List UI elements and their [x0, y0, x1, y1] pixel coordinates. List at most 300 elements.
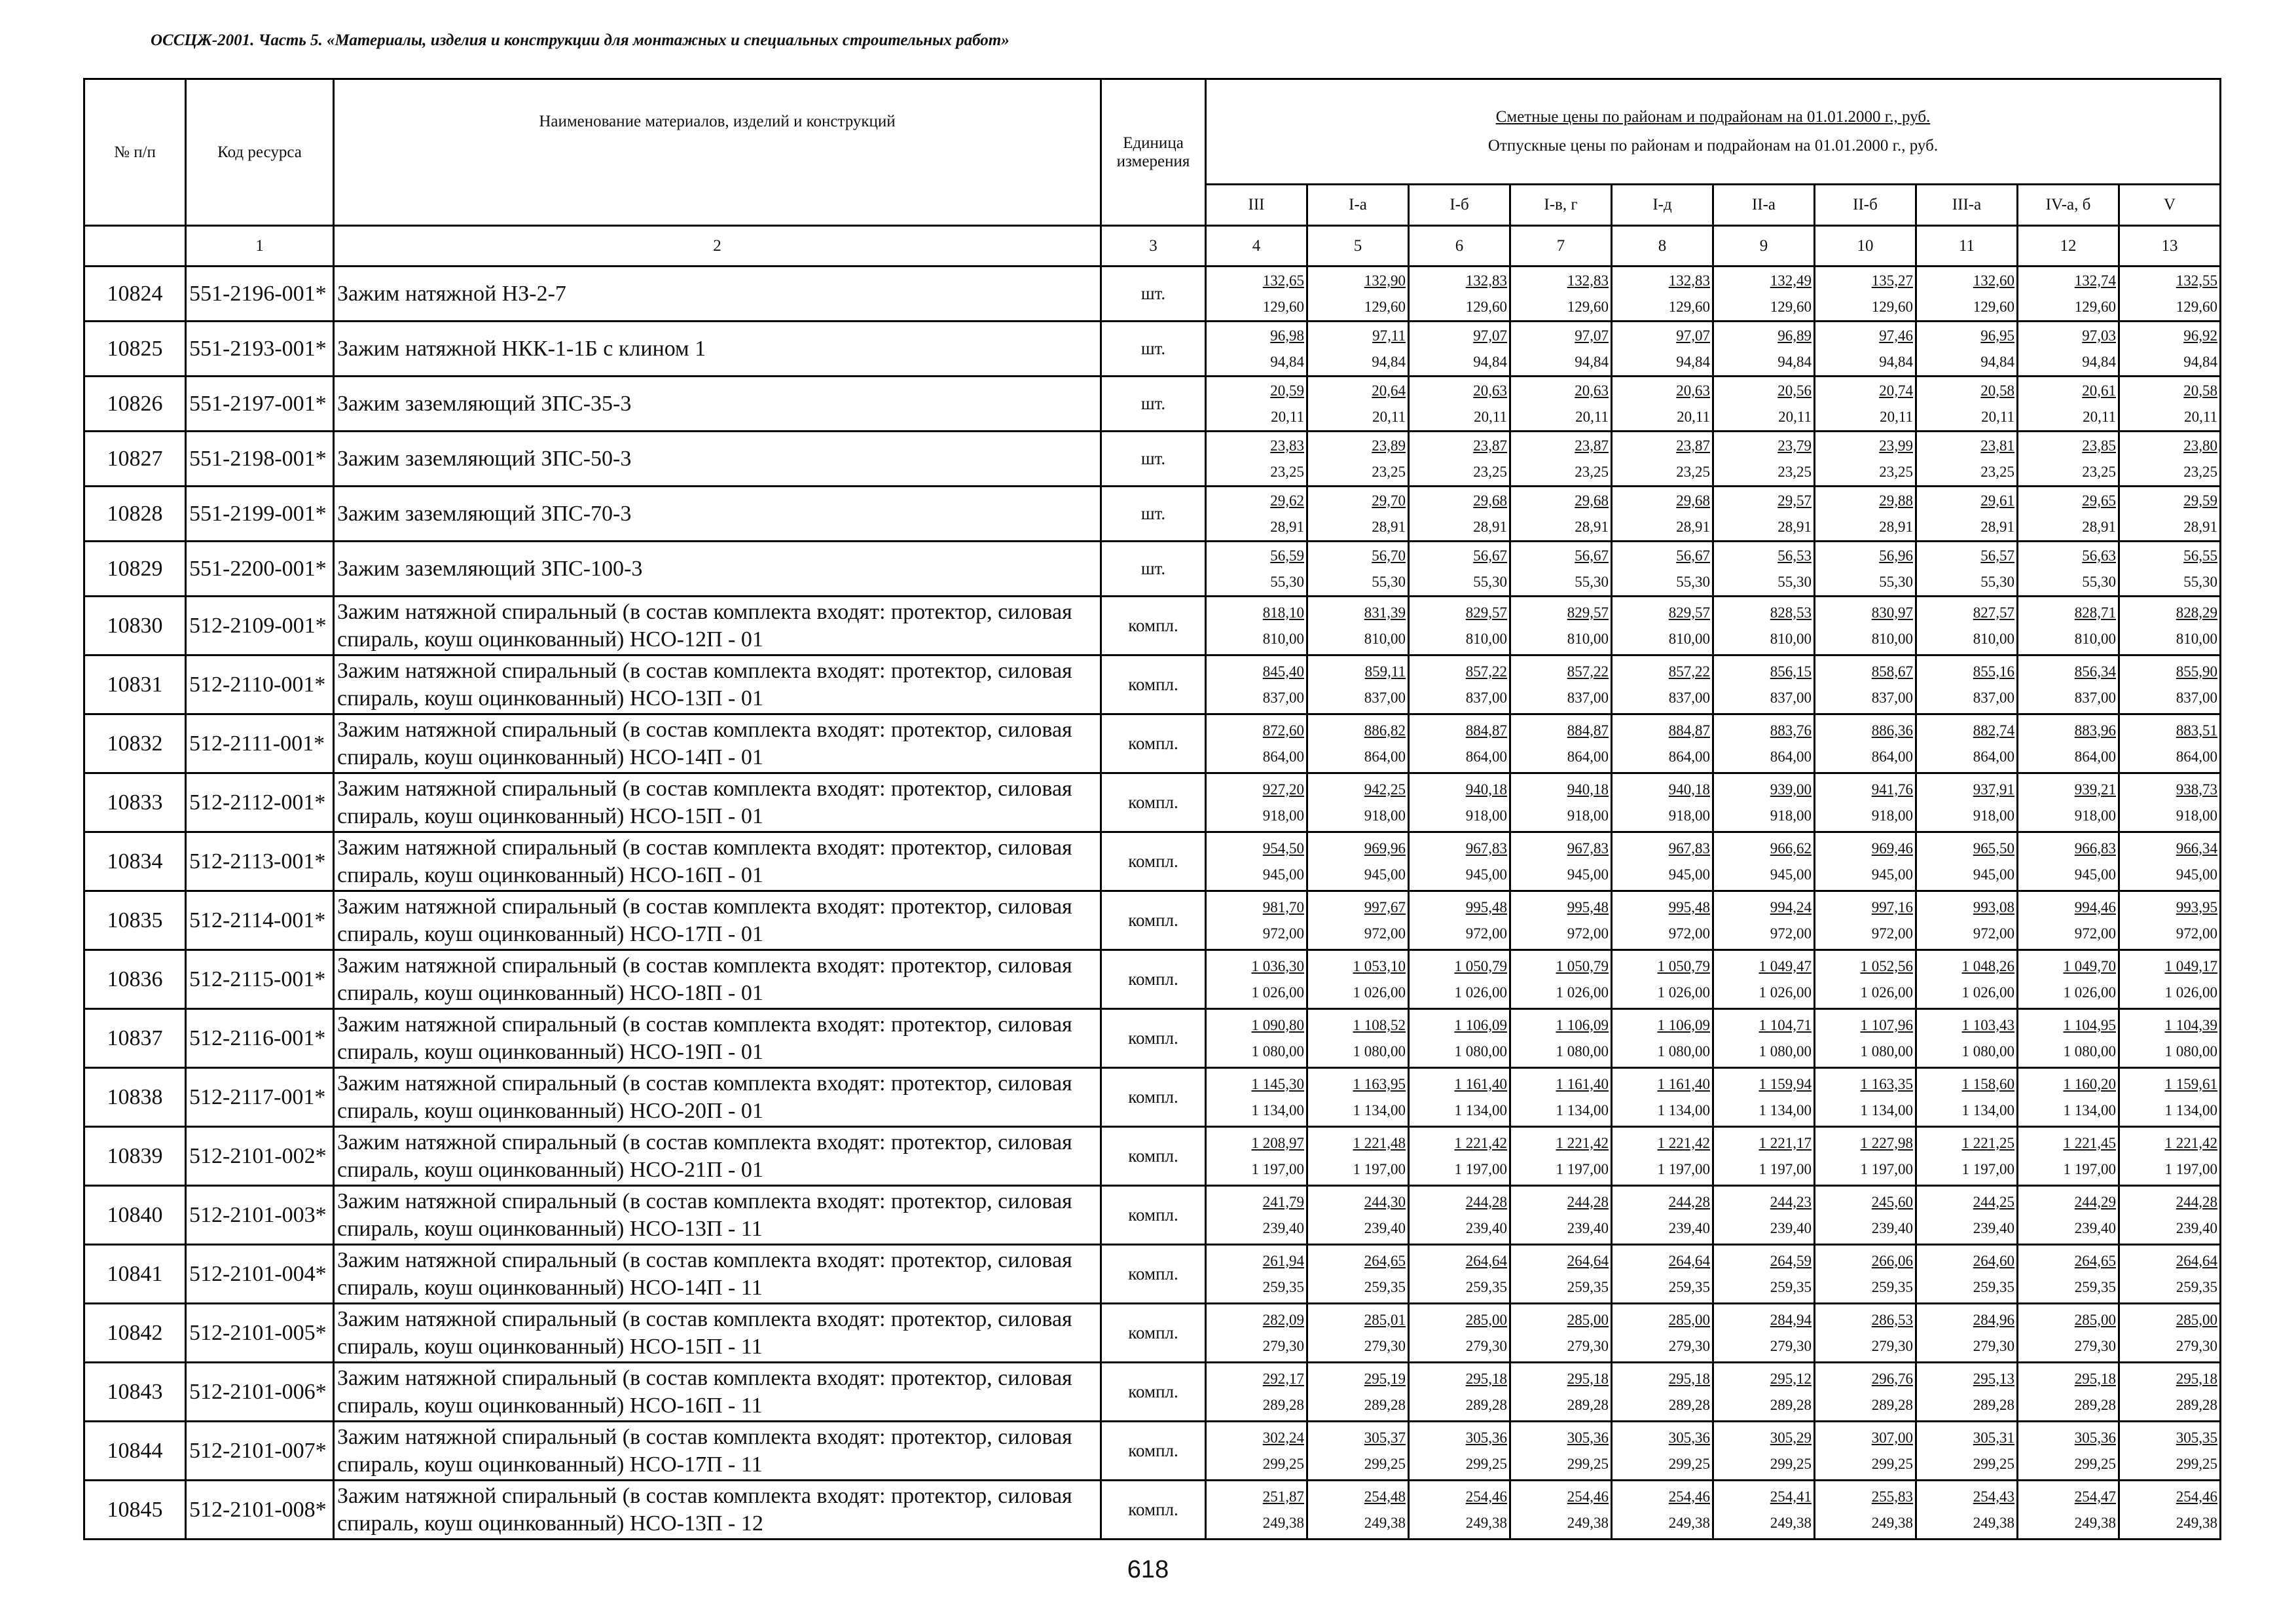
region-header: I-а [1307, 185, 1409, 226]
estimate-price: 997,16 [1871, 898, 1913, 915]
unit-of-measure: компл. [1101, 1481, 1206, 1540]
estimate-price: 1 049,17 [2164, 957, 2217, 974]
row-number: 10830 [84, 597, 186, 655]
estimate-price: 967,83 [1567, 840, 1609, 857]
estimate-price: 20,59 [1270, 382, 1304, 399]
resource-code: 512-2110-001* [186, 655, 334, 714]
price-cell [2119, 377, 2221, 432]
resource-code: 512-2101-005* [186, 1304, 334, 1363]
unit-of-measure: шт. [1101, 542, 1206, 597]
row-number: 10838 [84, 1068, 186, 1127]
release-price: 279,30 [1668, 1337, 1710, 1354]
release-price: 864,00 [1567, 748, 1609, 765]
price-cell [1612, 322, 1713, 377]
estimate-price: 97,07 [1575, 327, 1609, 344]
estimate-price: 264,65 [1364, 1252, 1406, 1269]
col-code-header: Код ресурса [186, 79, 334, 226]
price-cell [1713, 267, 1815, 322]
release-price: 259,35 [1364, 1278, 1406, 1295]
price-cell [1916, 487, 2018, 542]
price-cell [1510, 487, 1612, 542]
estimate-price: 132,60 [1973, 272, 2014, 289]
estimate-price: 995,48 [1668, 898, 1710, 915]
estimate-price: 886,82 [1364, 722, 1406, 739]
release-price: 1 080,00 [2164, 1043, 2217, 1060]
col-name-header: Наименование материалов, изделий и конструкций [334, 79, 1101, 226]
release-price: 279,30 [1973, 1337, 2014, 1354]
estimate-price: 937,91 [1973, 781, 2014, 798]
price-cell [1815, 714, 1916, 773]
unit-of-measure: компл. [1101, 1422, 1206, 1481]
material-name: Зажим заземляющий ЗПС-100-3 [334, 542, 1101, 597]
price-cell [1916, 1009, 2018, 1068]
estimate-price: 97,11 [1372, 327, 1406, 344]
estimate-price: 264,64 [2176, 1252, 2217, 1269]
price-cell [1916, 542, 2018, 597]
release-price: 1 026,00 [1251, 984, 1304, 1001]
price-cell [1713, 597, 1815, 655]
release-price: 864,00 [1973, 748, 2014, 765]
release-price: 239,40 [2176, 1219, 2217, 1236]
estimate-price: 244,28 [2176, 1193, 2217, 1210]
price-cell [1916, 1245, 2018, 1304]
price-cell [1206, 377, 1307, 432]
estimate-price: 255,83 [1871, 1488, 1913, 1505]
release-price: 94,84 [1575, 353, 1609, 370]
estimate-price: 284,96 [1973, 1311, 2014, 1328]
price-cell [1409, 267, 1510, 322]
region-header: I-в, г [1510, 185, 1612, 226]
estimate-price: 1 106,09 [1657, 1016, 1710, 1033]
release-price: 249,38 [1364, 1514, 1406, 1531]
estimate-price: 305,36 [1567, 1429, 1609, 1446]
release-price: 259,35 [1465, 1278, 1507, 1295]
release-price: 239,40 [1465, 1219, 1507, 1236]
price-cell [1409, 1127, 1510, 1186]
price-cell [1510, 832, 1612, 891]
release-price: 94,84 [1270, 353, 1304, 370]
price-cell [1916, 1304, 2018, 1363]
estimate-price: 829,57 [1668, 604, 1710, 621]
release-price: 1 026,00 [1860, 984, 1913, 1001]
price-cell [1510, 1068, 1612, 1127]
release-price: 239,40 [1668, 1219, 1710, 1236]
price-cell [2018, 322, 2119, 377]
estimate-price: 241,79 [1262, 1193, 1304, 1210]
resource-code: 512-2101-002* [186, 1127, 334, 1186]
unit-of-measure: компл. [1101, 891, 1206, 950]
row-number: 10843 [84, 1363, 186, 1422]
estimate-price: 29,59 [2183, 492, 2217, 509]
estimate-price: 56,55 [2183, 547, 2217, 564]
release-price: 810,00 [1668, 630, 1710, 647]
release-price: 972,00 [2176, 925, 2217, 942]
row-number: 10827 [84, 432, 186, 487]
release-price: 239,40 [1973, 1219, 2014, 1236]
estimate-price: 994,46 [2074, 898, 2116, 915]
price-cell [2119, 1245, 2221, 1304]
price-cell [2018, 950, 2119, 1009]
release-price: 945,00 [2176, 866, 2217, 883]
estimate-price: 244,23 [1770, 1193, 1812, 1210]
estimate-price: 20,64 [1372, 382, 1406, 399]
price-cell [1612, 267, 1713, 322]
column-number: 8 [1612, 226, 1713, 267]
resource-code: 512-2101-007* [186, 1422, 334, 1481]
release-price: 918,00 [1567, 807, 1609, 824]
price-cell [1206, 1127, 1307, 1186]
estimate-price: 966,62 [1770, 840, 1812, 857]
release-price: 23,25 [1676, 463, 1710, 480]
estimate-price: 20,61 [2082, 382, 2116, 399]
price-cell [1815, 322, 1916, 377]
price-cell [1206, 1186, 1307, 1245]
estimate-price: 264,64 [1668, 1252, 1710, 1269]
release-price: 810,00 [1364, 630, 1406, 647]
estimate-price: 23,79 [1777, 437, 1812, 454]
price-cell [1307, 1186, 1409, 1245]
price-cell [1612, 1186, 1713, 1245]
release-price: 289,28 [2074, 1396, 2116, 1413]
estimate-price: 295,12 [1770, 1370, 1812, 1387]
estimate-price: 20,63 [1575, 382, 1609, 399]
resource-code: 512-2109-001* [186, 597, 334, 655]
release-price: 918,00 [1364, 807, 1406, 824]
row-number: 10841 [84, 1245, 186, 1304]
release-price: 837,00 [1973, 689, 2014, 706]
estimate-price: 884,87 [1465, 722, 1507, 739]
row-number: 10842 [84, 1304, 186, 1363]
price-cell [2018, 1304, 2119, 1363]
price-cell [1307, 322, 1409, 377]
row-number: 10837 [84, 1009, 186, 1068]
release-price: 55,30 [2082, 573, 2116, 590]
price-cell [1713, 832, 1815, 891]
resource-code: 551-2196-001* [186, 267, 334, 322]
estimate-price: 997,67 [1364, 898, 1406, 915]
price-cell [1612, 1245, 1713, 1304]
estimate-price: 264,60 [1973, 1252, 2014, 1269]
release-price: 259,35 [1973, 1278, 2014, 1295]
estimate-price: 1 158,60 [1961, 1075, 2014, 1092]
estimate-price: 96,98 [1270, 327, 1304, 344]
estimate-price: 829,57 [1465, 604, 1507, 621]
price-cell [2018, 1068, 2119, 1127]
estimate-price: 244,28 [1668, 1193, 1710, 1210]
release-price: 1 197,00 [1251, 1160, 1304, 1177]
price-cell [1307, 891, 1409, 950]
estimate-price: 56,70 [1372, 547, 1406, 564]
estimate-price: 828,29 [2176, 604, 2217, 621]
price-cell [1510, 1009, 1612, 1068]
price-cell [2119, 832, 2221, 891]
unit-of-measure: компл. [1101, 1363, 1206, 1422]
material-name: Зажим натяжной спиральный (в состав комплекта входят: протектор, силовая спираль, коуш оцинкованный) НСО-12П - 01 [334, 597, 1101, 655]
release-price: 972,00 [2074, 925, 2116, 942]
estimate-price: 883,51 [2176, 722, 2217, 739]
price-cell [2119, 1304, 2221, 1363]
price-cell [1510, 267, 1612, 322]
estimate-price: 23,87 [1575, 437, 1609, 454]
price-cell [1916, 597, 2018, 655]
unit-of-measure: компл. [1101, 597, 1206, 655]
price-cell [1815, 1245, 1916, 1304]
price-cell [1307, 597, 1409, 655]
price-cell [1612, 1068, 1713, 1127]
price-cell [2119, 773, 2221, 832]
price-cell [1713, 432, 1815, 487]
price-cell [1713, 950, 1815, 1009]
price-cell [1409, 832, 1510, 891]
price-cell [2119, 1127, 2221, 1186]
price-cell [1409, 891, 1510, 950]
table-row [84, 267, 2221, 322]
release-price: 239,40 [1262, 1219, 1304, 1236]
row-number: 10835 [84, 891, 186, 950]
price-cell [1916, 1481, 2018, 1540]
price-cell [1713, 322, 1815, 377]
column-number: 10 [1815, 226, 1916, 267]
price-header-estimate: Сметные цены по районам и подрайонам на 01.01.2000 г., руб. [1495, 108, 1931, 126]
release-price: 1 026,00 [1961, 984, 2014, 1001]
row-number: 10826 [84, 377, 186, 432]
price-cell [1510, 1481, 1612, 1540]
release-price: 23,25 [2183, 463, 2217, 480]
estimate-price: 285,01 [1364, 1311, 1406, 1328]
release-price: 129,60 [1465, 298, 1507, 315]
release-price: 945,00 [1770, 866, 1812, 883]
price-cell [1307, 1245, 1409, 1304]
estimate-price: 29,68 [1575, 492, 1609, 509]
estimate-price: 29,88 [1879, 492, 1913, 509]
estimate-price: 244,25 [1973, 1193, 2014, 1210]
release-price: 918,00 [1262, 807, 1304, 824]
estimate-price: 1 049,47 [1758, 957, 1812, 974]
estimate-price: 264,64 [1465, 1252, 1507, 1269]
price-cell [1815, 1186, 1916, 1245]
price-cell [1510, 597, 1612, 655]
price-cell [1815, 1304, 1916, 1363]
estimate-price: 1 106,09 [1454, 1016, 1507, 1033]
price-cell [2018, 773, 2119, 832]
estimate-price: 96,95 [1980, 327, 2014, 344]
release-price: 945,00 [1973, 866, 2014, 883]
column-number: 13 [2119, 226, 2221, 267]
price-cell [1409, 655, 1510, 714]
release-price: 864,00 [2074, 748, 2116, 765]
release-price: 972,00 [1465, 925, 1507, 942]
price-cell [2018, 1009, 2119, 1068]
resource-code: 551-2197-001* [186, 377, 334, 432]
region-header: IV-а, б [2018, 185, 2119, 226]
column-number: 2 [334, 226, 1101, 267]
price-cell [1409, 1304, 1510, 1363]
estimate-price: 305,31 [1973, 1429, 2014, 1446]
price-cell [1409, 1186, 1510, 1245]
estimate-price: 855,16 [1973, 663, 2014, 680]
release-price: 94,84 [1980, 353, 2014, 370]
release-price: 279,30 [1770, 1337, 1812, 1354]
unit-of-measure: компл. [1101, 773, 1206, 832]
estimate-price: 1 106,09 [1556, 1016, 1609, 1033]
release-price: 1 197,00 [1454, 1160, 1507, 1177]
price-cell [2119, 714, 2221, 773]
release-price: 1 197,00 [1556, 1160, 1609, 1177]
release-price: 837,00 [1262, 689, 1304, 706]
price-cell [1815, 891, 1916, 950]
price-cell [1307, 1009, 1409, 1068]
release-price: 279,30 [1364, 1337, 1406, 1354]
resource-code: 551-2199-001* [186, 487, 334, 542]
col-num-header: № п/п [84, 79, 186, 226]
price-cell [1409, 377, 1510, 432]
price-cell [2018, 891, 2119, 950]
estimate-price: 827,57 [1973, 604, 2014, 621]
price-cell [1206, 1245, 1307, 1304]
unit-of-measure: компл. [1101, 1127, 1206, 1186]
estimate-price: 254,46 [1567, 1488, 1609, 1505]
estimate-price: 940,18 [1465, 781, 1507, 798]
unit-of-measure: шт. [1101, 267, 1206, 322]
estimate-price: 29,68 [1676, 492, 1710, 509]
release-price: 1 026,00 [1353, 984, 1406, 1001]
estimate-price: 828,71 [2074, 604, 2116, 621]
estimate-price: 1 103,43 [1961, 1016, 2014, 1033]
region-header: II-б [1815, 185, 1916, 226]
price-cell [2018, 542, 2119, 597]
estimate-price: 829,57 [1567, 604, 1609, 621]
estimate-price: 254,46 [1668, 1488, 1710, 1505]
resource-code: 512-2101-008* [186, 1481, 334, 1540]
price-cell [1916, 655, 2018, 714]
release-price: 837,00 [1364, 689, 1406, 706]
price-cell [1612, 1009, 1713, 1068]
release-price: 55,30 [2183, 573, 2217, 590]
price-cell [1815, 1481, 1916, 1540]
price-cell [1206, 542, 1307, 597]
release-price: 28,91 [1879, 518, 1913, 535]
price-cell [1206, 1363, 1307, 1422]
price-cell [1815, 597, 1916, 655]
price-cell [1307, 267, 1409, 322]
release-price: 23,25 [1777, 463, 1812, 480]
release-price: 1 080,00 [1860, 1043, 1913, 1060]
row-number: 10836 [84, 950, 186, 1009]
release-price: 28,91 [1372, 518, 1406, 535]
price-cell [2018, 714, 2119, 773]
estimate-price: 884,87 [1567, 722, 1609, 739]
estimate-price: 939,21 [2074, 781, 2116, 798]
price-cell [1612, 1127, 1713, 1186]
price-cell [1510, 714, 1612, 773]
release-price: 810,00 [1973, 630, 2014, 647]
estimate-price: 132,74 [2074, 272, 2116, 289]
release-price: 23,25 [1879, 463, 1913, 480]
price-cell [1612, 542, 1713, 597]
release-price: 94,84 [2183, 353, 2217, 370]
release-price: 20,11 [1880, 408, 1913, 425]
price-cell [1815, 487, 1916, 542]
estimate-price: 857,22 [1668, 663, 1710, 680]
estimate-price: 1 221,42 [1556, 1134, 1609, 1151]
estimate-price: 966,83 [2074, 840, 2116, 857]
release-price: 129,60 [1770, 298, 1812, 315]
price-cell [2119, 322, 2221, 377]
release-price: 810,00 [1465, 630, 1507, 647]
unit-of-measure: компл. [1101, 1245, 1206, 1304]
column-number: 7 [1510, 226, 1612, 267]
estimate-price: 305,36 [1465, 1429, 1507, 1446]
estimate-price: 97,07 [1676, 327, 1710, 344]
release-price: 945,00 [1364, 866, 1406, 883]
price-cell [1206, 714, 1307, 773]
estimate-price: 244,28 [1567, 1193, 1609, 1210]
release-price: 289,28 [1973, 1396, 2014, 1413]
release-price: 299,25 [1668, 1455, 1710, 1472]
release-price: 918,00 [1465, 807, 1507, 824]
table-row [84, 1068, 2221, 1127]
price-cell [2018, 377, 2119, 432]
price-cell [1206, 432, 1307, 487]
price-cell [2018, 1363, 2119, 1422]
table-row [84, 377, 2221, 432]
price-cell [2018, 1422, 2119, 1481]
release-price: 23,25 [1372, 463, 1406, 480]
release-price: 129,60 [1567, 298, 1609, 315]
release-price: 28,91 [1777, 518, 1812, 535]
material-name: Зажим натяжной спиральный (в состав комплекта входят: протектор, силовая спираль, коуш оцинкованный) НСО-20П - 01 [334, 1068, 1101, 1127]
price-cell [1206, 1422, 1307, 1481]
release-price: 94,84 [1777, 353, 1812, 370]
release-price: 972,00 [1567, 925, 1609, 942]
release-price: 289,28 [1871, 1396, 1913, 1413]
release-price: 20,11 [2083, 408, 2116, 425]
estimate-price: 307,00 [1871, 1429, 1913, 1446]
price-cell [2018, 1481, 2119, 1540]
release-price: 1 197,00 [2063, 1160, 2116, 1177]
row-number: 10844 [84, 1422, 186, 1481]
resource-code: 512-2112-001* [186, 773, 334, 832]
price-cell [1612, 487, 1713, 542]
estimate-price: 858,67 [1871, 663, 1913, 680]
release-price: 972,00 [1871, 925, 1913, 942]
release-price: 837,00 [1871, 689, 1913, 706]
price-cell [1815, 950, 1916, 1009]
price-cell [1815, 1422, 1916, 1481]
estimate-price: 305,37 [1364, 1429, 1406, 1446]
release-price: 259,35 [1262, 1278, 1304, 1295]
estimate-price: 1 036,30 [1251, 957, 1304, 974]
release-price: 55,30 [1879, 573, 1913, 590]
price-cell [1612, 377, 1713, 432]
region-header: II-а [1713, 185, 1815, 226]
estimate-price: 942,25 [1364, 781, 1406, 798]
release-price: 810,00 [2074, 630, 2116, 647]
release-price: 299,25 [2176, 1455, 2217, 1472]
release-price: 972,00 [1262, 925, 1304, 942]
release-price: 249,38 [1871, 1514, 1913, 1531]
release-price: 55,30 [1980, 573, 2014, 590]
estimate-price: 56,59 [1270, 547, 1304, 564]
estimate-price: 23,85 [2082, 437, 2116, 454]
estimate-price: 292,17 [1262, 1370, 1304, 1387]
release-price: 1 134,00 [2164, 1101, 2217, 1118]
estimate-price: 1 161,40 [1657, 1075, 1710, 1092]
estimate-price: 883,76 [1770, 722, 1812, 739]
price-cell [1815, 377, 1916, 432]
row-number: 10828 [84, 487, 186, 542]
table-row [84, 1186, 2221, 1245]
